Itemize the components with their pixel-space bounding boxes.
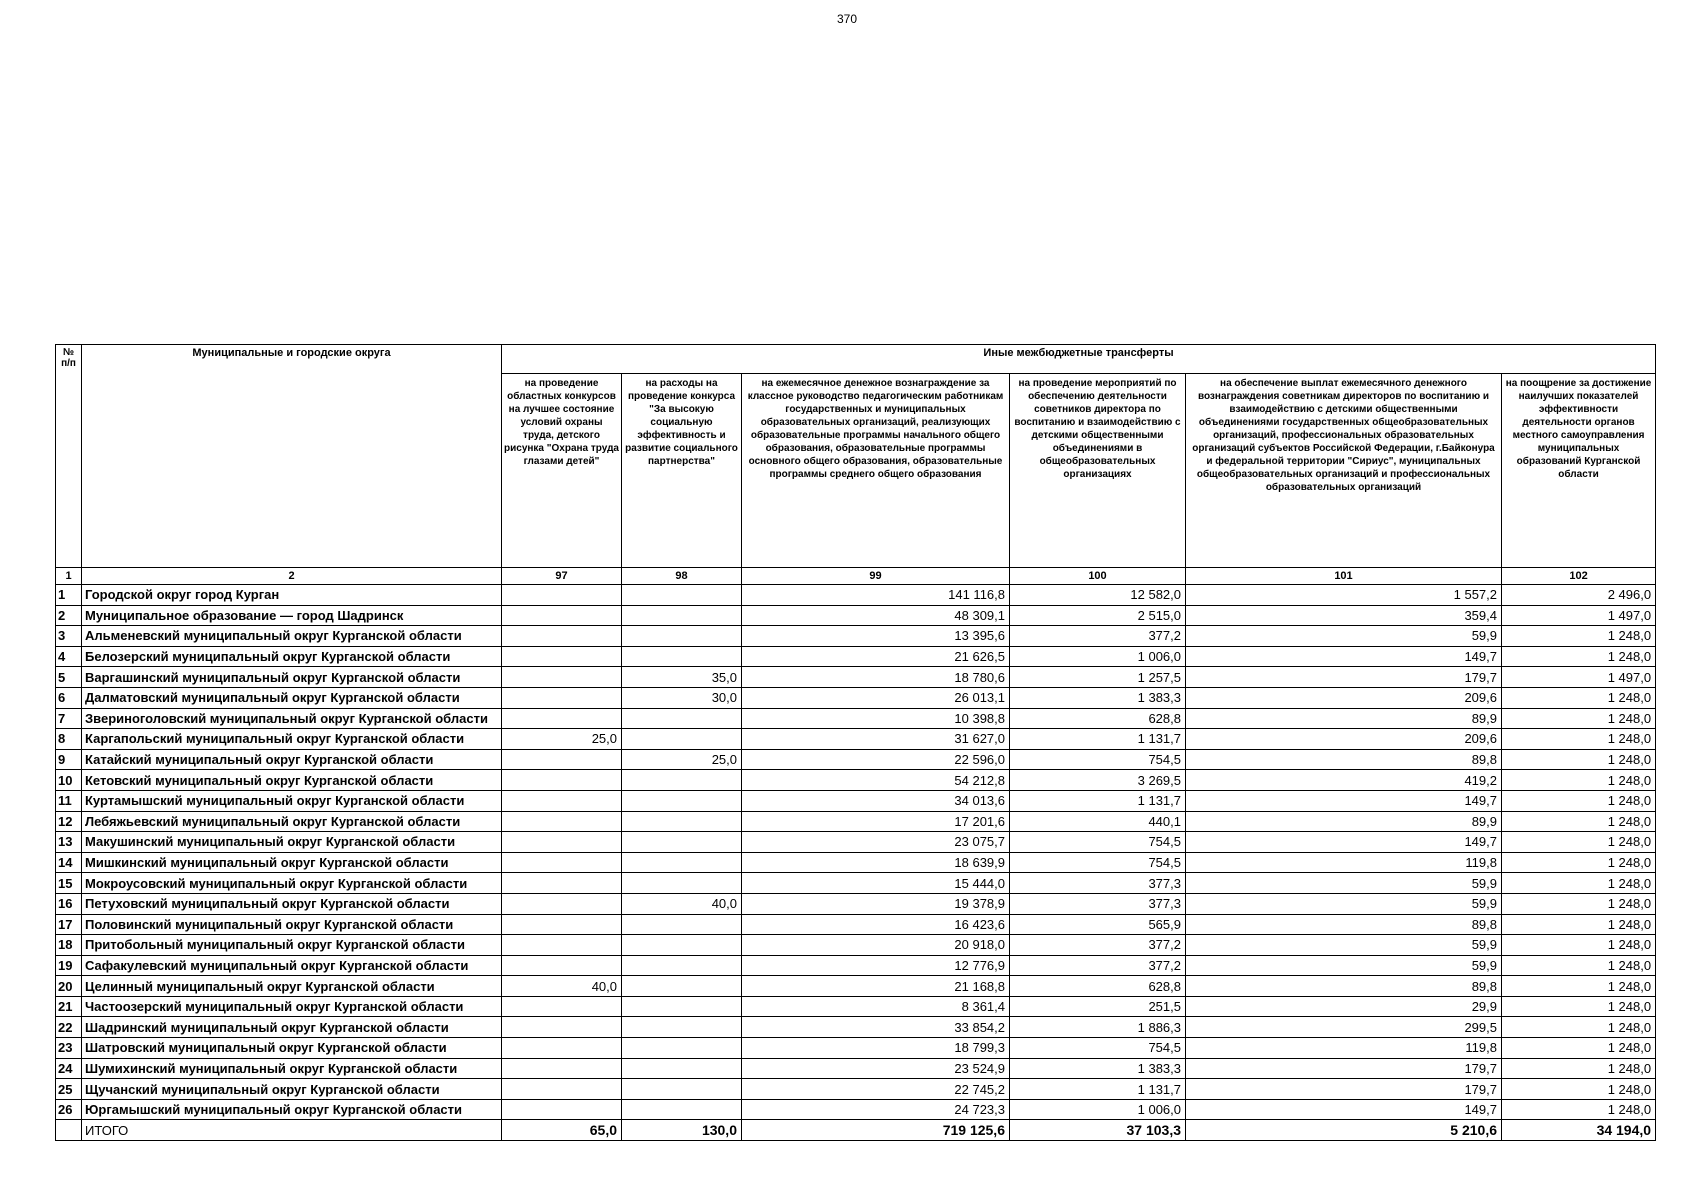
municipality-name: Шумихинский муниципальный округ Курганской области xyxy=(82,1058,502,1079)
value-cell: 22 596,0 xyxy=(742,749,1010,770)
value-cell: 1 248,0 xyxy=(1502,1017,1656,1038)
value-cell: 29,9 xyxy=(1186,996,1502,1017)
row-index: 25 xyxy=(56,1079,82,1100)
municipality-name: Макушинский муниципальный округ Курганской области xyxy=(82,832,502,853)
value-cell: 1 248,0 xyxy=(1502,893,1656,914)
value-cell xyxy=(502,955,622,976)
table-row xyxy=(56,790,1656,811)
value-cell xyxy=(622,1099,742,1120)
value-cell xyxy=(622,790,742,811)
total-cell: 65,0 xyxy=(502,1120,622,1141)
row-index: 14 xyxy=(56,852,82,873)
table-row xyxy=(56,1058,1656,1079)
value-cell xyxy=(502,770,622,791)
value-cell xyxy=(622,626,742,647)
value-cell: 12 582,0 xyxy=(1010,585,1186,606)
value-cell: 377,2 xyxy=(1010,955,1186,976)
value-cell xyxy=(502,996,622,1017)
municipality-name: Каргапольский муниципальный округ Курганской области xyxy=(82,729,502,750)
value-cell: 23 524,9 xyxy=(742,1058,1010,1079)
row-index: 9 xyxy=(56,749,82,770)
value-cell xyxy=(502,1099,622,1120)
value-cell: 12 776,9 xyxy=(742,955,1010,976)
row-index: 24 xyxy=(56,1058,82,1079)
value-cell xyxy=(622,832,742,853)
table-row xyxy=(56,729,1656,750)
value-cell: 209,6 xyxy=(1186,729,1502,750)
value-cell: 251,5 xyxy=(1010,996,1186,1017)
value-cell: 30,0 xyxy=(622,687,742,708)
value-cell xyxy=(622,955,742,976)
table-row xyxy=(56,667,1656,688)
value-cell: 1 248,0 xyxy=(1502,811,1656,832)
value-cell: 1 248,0 xyxy=(1502,708,1656,729)
value-cell: 1 383,3 xyxy=(1010,687,1186,708)
table-row xyxy=(56,935,1656,956)
row-index: 26 xyxy=(56,1099,82,1120)
value-cell: 1 248,0 xyxy=(1502,935,1656,956)
value-cell xyxy=(502,605,622,626)
value-cell: 89,8 xyxy=(1186,749,1502,770)
value-cell: 1 383,3 xyxy=(1010,1058,1186,1079)
row-index: 20 xyxy=(56,976,82,997)
num-header: № п/п xyxy=(56,345,82,568)
value-cell: 26 013,1 xyxy=(742,687,1010,708)
transfers-table-container xyxy=(55,344,1656,1141)
value-cell: 59,9 xyxy=(1186,626,1502,647)
value-cell: 21 168,8 xyxy=(742,976,1010,997)
value-cell: 59,9 xyxy=(1186,935,1502,956)
value-cell: 20 918,0 xyxy=(742,935,1010,956)
row-index: 6 xyxy=(56,687,82,708)
table-row xyxy=(56,976,1656,997)
value-cell xyxy=(502,873,622,894)
value-cell: 23 075,7 xyxy=(742,832,1010,853)
value-cell: 628,8 xyxy=(1010,976,1186,997)
value-cell: 89,8 xyxy=(1186,976,1502,997)
value-cell: 1 248,0 xyxy=(1502,770,1656,791)
table-row xyxy=(56,770,1656,791)
municipality-name: Кетовский муниципальный округ Курганской области xyxy=(82,770,502,791)
value-cell xyxy=(502,811,622,832)
value-cell xyxy=(622,605,742,626)
value-cell: 19 378,9 xyxy=(742,893,1010,914)
value-cell: 1 497,0 xyxy=(1502,605,1656,626)
col-header-98: на расходы на проведение конкурса "За высокую социальную эффективность и развитие социального партнерства" xyxy=(622,374,742,568)
row-index: 22 xyxy=(56,1017,82,1038)
value-cell xyxy=(502,790,622,811)
municipality-name: Частоозерский муниципальный округ Курганской области xyxy=(82,996,502,1017)
value-cell: 119,8 xyxy=(1186,1038,1502,1059)
value-cell: 565,9 xyxy=(1010,914,1186,935)
value-cell: 1 248,0 xyxy=(1502,996,1656,1017)
value-cell: 1 248,0 xyxy=(1502,626,1656,647)
value-cell xyxy=(502,935,622,956)
value-cell: 141 116,8 xyxy=(742,585,1010,606)
value-cell xyxy=(502,1058,622,1079)
table-header xyxy=(56,345,1656,585)
value-cell xyxy=(502,585,622,606)
municipality-name: Сафакулевский муниципальный округ Курганской области xyxy=(82,955,502,976)
row-index: 15 xyxy=(56,873,82,894)
value-cell: 40,0 xyxy=(622,893,742,914)
value-cell: 22 745,2 xyxy=(742,1079,1010,1100)
value-cell: 59,9 xyxy=(1186,873,1502,894)
total-cell: 719 125,6 xyxy=(742,1120,1010,1141)
value-cell xyxy=(622,935,742,956)
value-cell: 179,7 xyxy=(1186,1079,1502,1100)
municipality-name: Куртамышский муниципальный округ Курганской области xyxy=(82,790,502,811)
municipality-name: Белозерский муниципальный округ Курганской области xyxy=(82,646,502,667)
value-cell: 1 248,0 xyxy=(1502,955,1656,976)
value-cell: 25,0 xyxy=(622,749,742,770)
col-header-99: на ежемесячное денежное вознаграждение за классное руководство педагогическим работникам государственных и муниципальных образовательных организаций, реализующих образовательные программы начального общего образования, образовательные программы основного общего образования, образовательные программы среднего общего образования xyxy=(742,374,1010,568)
table-row xyxy=(56,646,1656,667)
value-cell: 299,5 xyxy=(1186,1017,1502,1038)
value-cell: 21 626,5 xyxy=(742,646,1010,667)
municipality-name: Городской округ город Курган xyxy=(82,585,502,606)
value-cell: 754,5 xyxy=(1010,852,1186,873)
table-row xyxy=(56,893,1656,914)
value-cell: 59,9 xyxy=(1186,955,1502,976)
table-row xyxy=(56,955,1656,976)
value-cell: 1 248,0 xyxy=(1502,1079,1656,1100)
total-cell: 5 210,6 xyxy=(1186,1120,1502,1141)
transfers-table xyxy=(55,344,1656,1141)
col-number: 1 xyxy=(56,568,82,585)
value-cell: 1 248,0 xyxy=(1502,749,1656,770)
value-cell: 1 248,0 xyxy=(1502,729,1656,750)
value-cell xyxy=(502,646,622,667)
value-cell xyxy=(622,996,742,1017)
value-cell: 754,5 xyxy=(1010,1038,1186,1059)
value-cell: 1 248,0 xyxy=(1502,646,1656,667)
value-cell: 31 627,0 xyxy=(742,729,1010,750)
table-row xyxy=(56,626,1656,647)
municipality-name: Притобольный муниципальный округ Курганской области xyxy=(82,935,502,956)
value-cell: 1 557,2 xyxy=(1186,585,1502,606)
municipality-name: Альменевский муниципальный округ Курганской области xyxy=(82,626,502,647)
table-row xyxy=(56,749,1656,770)
row-index: 4 xyxy=(56,646,82,667)
value-cell: 119,8 xyxy=(1186,852,1502,873)
value-cell: 18 639,9 xyxy=(742,852,1010,873)
total-cell: 37 103,3 xyxy=(1010,1120,1186,1141)
value-cell: 1 248,0 xyxy=(1502,1038,1656,1059)
value-cell: 18 799,3 xyxy=(742,1038,1010,1059)
row-index: 3 xyxy=(56,626,82,647)
value-cell xyxy=(622,873,742,894)
municipality-name: Далматовский муниципальный округ Курганской области xyxy=(82,687,502,708)
value-cell: 359,4 xyxy=(1186,605,1502,626)
col-number: 102 xyxy=(1502,568,1656,585)
value-cell: 1 131,7 xyxy=(1010,1079,1186,1100)
value-cell xyxy=(622,852,742,873)
value-cell xyxy=(502,914,622,935)
value-cell: 377,2 xyxy=(1010,626,1186,647)
table-body xyxy=(56,585,1656,1141)
row-index: 8 xyxy=(56,729,82,750)
municipality-name: Петуховский муниципальный округ Курганской области xyxy=(82,893,502,914)
value-cell: 377,3 xyxy=(1010,873,1186,894)
municipality-name: Катайский муниципальный округ Курганской области xyxy=(82,749,502,770)
value-cell: 18 780,6 xyxy=(742,667,1010,688)
value-cell xyxy=(502,852,622,873)
table-row xyxy=(56,687,1656,708)
municipality-name: Шадринский муниципальный округ Курганской области xyxy=(82,1017,502,1038)
row-index: 18 xyxy=(56,935,82,956)
col-header-101: на обеспечение выплат ежемесячного денежного вознаграждения советникам директоров по воспитанию и взаимодействию с детскими общественными объединениями государственных общеобразовательных организаций, профессиональных образовательных организаций субъектов Российской Федерации, г.Байконура и федеральной территории "Сириус", муниципальных общеобразовательных организаций и профессиональных образовательных организаций xyxy=(1186,374,1502,568)
col-number: 99 xyxy=(742,568,1010,585)
col-number: 98 xyxy=(622,568,742,585)
table-row xyxy=(56,605,1656,626)
value-cell: 34 013,6 xyxy=(742,790,1010,811)
value-cell: 1 257,5 xyxy=(1010,667,1186,688)
value-cell: 2 496,0 xyxy=(1502,585,1656,606)
row-index: 19 xyxy=(56,955,82,976)
value-cell: 15 444,0 xyxy=(742,873,1010,894)
value-cell: 440,1 xyxy=(1010,811,1186,832)
value-cell xyxy=(502,687,622,708)
value-cell: 25,0 xyxy=(502,729,622,750)
table-row xyxy=(56,1079,1656,1100)
value-cell xyxy=(502,708,622,729)
municipality-name: Целинный муниципальный округ Курганской области xyxy=(82,976,502,997)
value-cell: 35,0 xyxy=(622,667,742,688)
value-cell: 1 248,0 xyxy=(1502,852,1656,873)
value-cell xyxy=(502,626,622,647)
col-number: 101 xyxy=(1186,568,1502,585)
value-cell: 1 006,0 xyxy=(1010,1099,1186,1120)
value-cell: 149,7 xyxy=(1186,646,1502,667)
value-cell xyxy=(622,729,742,750)
col-header-100: на проведение мероприятий по обеспечению деятельности советников директора по воспитанию и взаимодействию с детскими общественными объединениями в общеобразовательных организациях xyxy=(1010,374,1186,568)
value-cell: 33 854,2 xyxy=(742,1017,1010,1038)
value-cell xyxy=(622,914,742,935)
value-cell: 179,7 xyxy=(1186,1058,1502,1079)
value-cell: 1 131,7 xyxy=(1010,790,1186,811)
total-cell: 34 194,0 xyxy=(1502,1120,1656,1141)
group-header: Иные межбюджетные трансферты xyxy=(502,345,1656,374)
table-row xyxy=(56,811,1656,832)
col-header-102: на поощрение за достижение наилучших показателей эффективности деятельности органов местного самоуправления муниципальных образований Курганской области xyxy=(1502,374,1656,568)
value-cell: 1 248,0 xyxy=(1502,832,1656,853)
value-cell: 1 248,0 xyxy=(1502,976,1656,997)
col-number: 2 xyxy=(82,568,502,585)
value-cell: 89,9 xyxy=(1186,708,1502,729)
value-cell xyxy=(502,832,622,853)
municipality-name: Мишкинский муниципальный округ Курганской области xyxy=(82,852,502,873)
value-cell: 1 131,7 xyxy=(1010,729,1186,750)
value-cell: 149,7 xyxy=(1186,790,1502,811)
value-cell: 1 248,0 xyxy=(1502,790,1656,811)
total-cell: 130,0 xyxy=(622,1120,742,1141)
value-cell: 8 361,4 xyxy=(742,996,1010,1017)
value-cell xyxy=(622,708,742,729)
name-header: Муниципальные и городские округа xyxy=(82,345,502,568)
value-cell xyxy=(622,811,742,832)
col-number: 100 xyxy=(1010,568,1186,585)
row-index: 21 xyxy=(56,996,82,1017)
value-cell: 1 248,0 xyxy=(1502,914,1656,935)
municipality-name: Юргамышский муниципальный округ Курганской области xyxy=(82,1099,502,1120)
row-index: 5 xyxy=(56,667,82,688)
value-cell: 16 423,6 xyxy=(742,914,1010,935)
value-cell: 377,3 xyxy=(1010,893,1186,914)
table-row xyxy=(56,1017,1656,1038)
row-index: 13 xyxy=(56,832,82,853)
row-index: 23 xyxy=(56,1038,82,1059)
value-cell: 377,2 xyxy=(1010,935,1186,956)
table-row xyxy=(56,1038,1656,1059)
value-cell xyxy=(622,646,742,667)
value-cell: 40,0 xyxy=(502,976,622,997)
value-cell: 10 398,8 xyxy=(742,708,1010,729)
municipality-name: Половинский муниципальный округ Курганской области xyxy=(82,914,502,935)
value-cell xyxy=(622,1079,742,1100)
value-cell: 13 395,6 xyxy=(742,626,1010,647)
table-row xyxy=(56,873,1656,894)
municipality-name: Мокроусовский муниципальный округ Курганской области xyxy=(82,873,502,894)
table-row xyxy=(56,832,1656,853)
value-cell: 149,7 xyxy=(1186,1099,1502,1120)
value-cell: 1 497,0 xyxy=(1502,667,1656,688)
value-cell: 89,9 xyxy=(1186,811,1502,832)
column-number-row xyxy=(56,568,1656,585)
value-cell: 59,9 xyxy=(1186,893,1502,914)
col-number: 97 xyxy=(502,568,622,585)
value-cell: 2 515,0 xyxy=(1010,605,1186,626)
col-header-97: на проведение областных конкурсов на лучшее состояние условий охраны труда, детского рисунка "Охрана труда глазами детей" xyxy=(502,374,622,568)
page-number: 370 xyxy=(836,12,858,26)
value-cell: 48 309,1 xyxy=(742,605,1010,626)
row-index: 17 xyxy=(56,914,82,935)
value-cell: 1 248,0 xyxy=(1502,1099,1656,1120)
municipality-name: Лебяжьевский муниципальный округ Курганской области xyxy=(82,811,502,832)
value-cell: 1 006,0 xyxy=(1010,646,1186,667)
value-cell xyxy=(622,976,742,997)
value-cell: 628,8 xyxy=(1010,708,1186,729)
municipality-name: Шатровский муниципальный округ Курганской области xyxy=(82,1038,502,1059)
value-cell: 1 248,0 xyxy=(1502,1058,1656,1079)
value-cell: 17 201,6 xyxy=(742,811,1010,832)
value-cell xyxy=(502,1038,622,1059)
value-cell xyxy=(502,893,622,914)
table-row xyxy=(56,996,1656,1017)
value-cell: 1 248,0 xyxy=(1502,687,1656,708)
table-row xyxy=(56,585,1656,606)
value-cell xyxy=(502,749,622,770)
table-row xyxy=(56,1099,1656,1120)
value-cell xyxy=(502,1079,622,1100)
row-index: 7 xyxy=(56,708,82,729)
value-cell xyxy=(622,770,742,791)
row-index: 10 xyxy=(56,770,82,791)
value-cell: 209,6 xyxy=(1186,687,1502,708)
total-label: ИТОГО xyxy=(82,1120,502,1141)
value-cell xyxy=(622,585,742,606)
value-cell: 24 723,3 xyxy=(742,1099,1010,1120)
total-row xyxy=(56,1120,1656,1141)
municipality-name: Звериноголовский муниципальный округ Курганской области xyxy=(82,708,502,729)
value-cell: 54 212,8 xyxy=(742,770,1010,791)
table-row xyxy=(56,708,1656,729)
value-cell xyxy=(502,1017,622,1038)
municipality-name: Муниципальное образование — город Шадринск xyxy=(82,605,502,626)
total-index xyxy=(56,1120,82,1141)
table-row xyxy=(56,914,1656,935)
value-cell: 1 886,3 xyxy=(1010,1017,1186,1038)
value-cell: 419,2 xyxy=(1186,770,1502,791)
row-index: 12 xyxy=(56,811,82,832)
value-cell xyxy=(622,1017,742,1038)
value-cell xyxy=(622,1058,742,1079)
value-cell: 149,7 xyxy=(1186,832,1502,853)
municipality-name: Щучанский муниципальный округ Курганской области xyxy=(82,1079,502,1100)
value-cell: 89,8 xyxy=(1186,914,1502,935)
value-cell xyxy=(622,1038,742,1059)
row-index: 2 xyxy=(56,605,82,626)
value-cell: 754,5 xyxy=(1010,749,1186,770)
row-index: 16 xyxy=(56,893,82,914)
value-cell: 179,7 xyxy=(1186,667,1502,688)
value-cell xyxy=(502,667,622,688)
value-cell: 754,5 xyxy=(1010,832,1186,853)
value-cell: 1 248,0 xyxy=(1502,873,1656,894)
row-index: 1 xyxy=(56,585,82,606)
row-index: 11 xyxy=(56,790,82,811)
value-cell: 3 269,5 xyxy=(1010,770,1186,791)
municipality-name: Варгашинский муниципальный округ Курганской области xyxy=(82,667,502,688)
table-row xyxy=(56,852,1656,873)
